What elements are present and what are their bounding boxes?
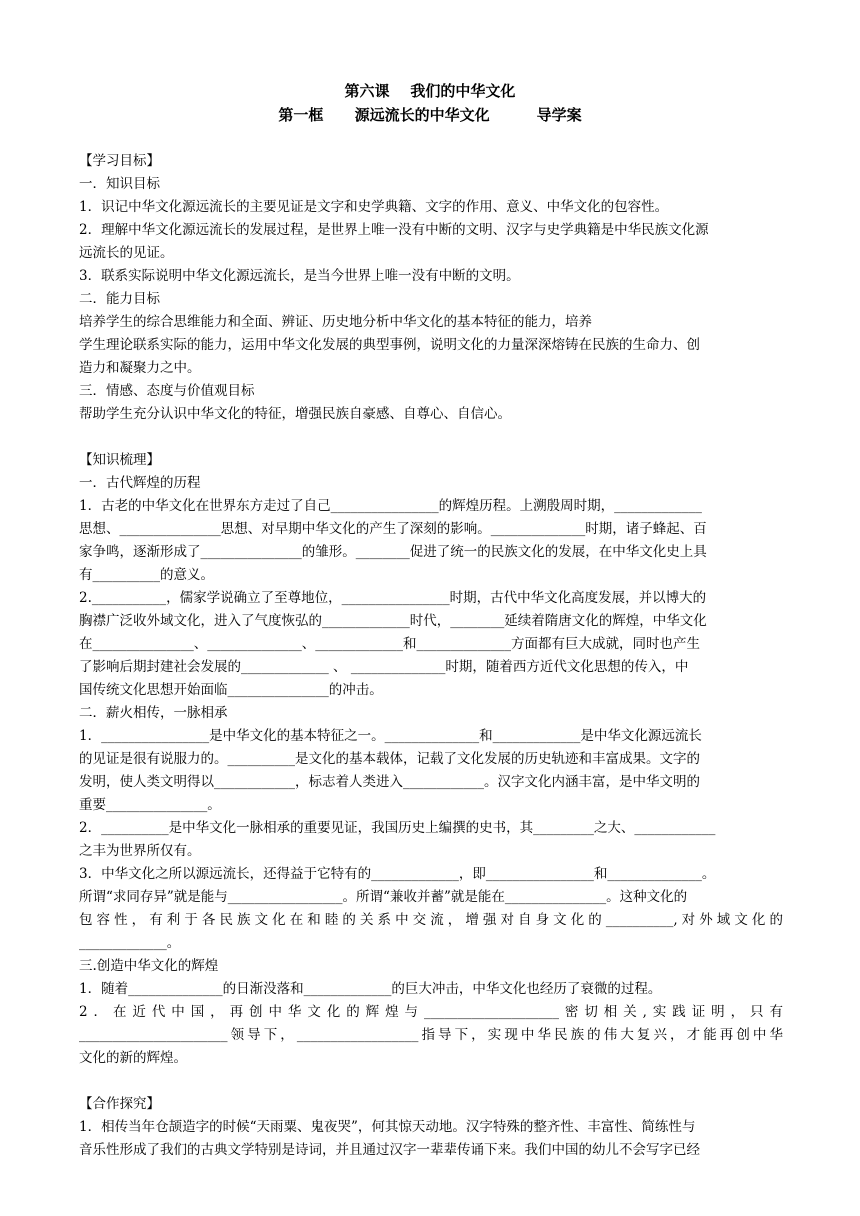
text-line: 一．古代辉煌的历程 bbox=[79, 475, 201, 491]
text-line: 二．薪火相传，一脉相承 bbox=[79, 705, 228, 721]
text-line: 一．知识目标 bbox=[79, 176, 160, 192]
text-line: 2．在近代中国，再创中华文化的辉煌与____________________密切相关,实践证明，只有 bbox=[79, 1004, 783, 1020]
text-line: 发明，使人类文明得以____________，标志着人类进入____________。汉字文化内涵丰富，是中华文明的 bbox=[79, 774, 700, 790]
text-line: 三．情感、态度与价值观目标 bbox=[79, 383, 255, 399]
text-line: 【合作探究】 bbox=[79, 1096, 160, 1112]
text-line: 2．理解中华文化源远流长的发展过程，是世界上唯一没有中断的文明、汉字与史学典籍是中华民族文化源 bbox=[79, 222, 709, 238]
text-line: 文化的新的辉煌。 bbox=[79, 1050, 187, 1066]
text-line: 思想、_______________思想、对早期中华文化的产生了深刻的影响。______________时期，诸子蜂起、百 bbox=[79, 521, 707, 537]
text-line: 所谓“求同存异”就是能与_________________。所谓“兼收并蓄”就是能在_______________。这种文化的 bbox=[79, 889, 688, 905]
document-body bbox=[79, 150, 783, 1162]
text-line: 了影响后期封建社会发展的_____________ 、 ______________时期，随着西方近代文化思想的传入，中 bbox=[79, 659, 689, 675]
text-line: ______________________领导下，__________________指导下，实现中华民族的伟大复兴，才能再创中华 bbox=[79, 1027, 783, 1043]
text-line: 家争鸣，逐渐形成了_______________的雏形。________促进了统一的民族文化的发展，在中华文化史上具 bbox=[79, 544, 707, 560]
text-line: 培养学生的综合思维能力和全面、辨证、历史地分析中华文化的基本特征的能力，培养 bbox=[79, 314, 592, 330]
text-line: 三.创造中华文化的辉煌 bbox=[79, 958, 219, 974]
frame-title: 第一框 源远流长的中华文化 导学案 bbox=[278, 106, 582, 124]
text-line: 1．古老的中华文化在世界东方走过了自己________________的辉煌历程。上溯殷周时期，_____________ bbox=[79, 498, 702, 514]
text-line: 国传统文化思想开始面临_______________的冲击。 bbox=[79, 682, 383, 698]
blank-line bbox=[79, 1070, 783, 1093]
text-line: 3．联系实际说明中华文化源远流长，是当今世界上唯一没有中断的文明。 bbox=[79, 268, 520, 284]
text-line: 1．________________是中华文化的基本特征之一。______________和_____________是中华文化源远流长 bbox=[79, 728, 702, 744]
text-line: 包容性，有利于各民族文化在和睦的关系中交流，增强对自身文化的__________,对外域文化的 bbox=[79, 912, 783, 928]
text-line: 1．随着______________的日渐没落和_____________的巨大冲击，中华文化也经历了衰微的过程。 bbox=[79, 981, 662, 997]
text-line: 1．相传当年仓颉造字的时候“天雨粟、鬼夜哭”，何其惊天动地。汉字特殊的整齐性、丰富性、简练性与 bbox=[79, 1119, 696, 1135]
lesson-title: 第六课 我们的中华文化 bbox=[344, 82, 516, 100]
text-line: 胸襟广泛收外域文化，进入了气度恢弘的_____________时代，________延续着隋唐文化的辉煌，中华文化 bbox=[79, 613, 707, 629]
text-line: 的见证是很有说服力的。__________是文化的基本载体，记载了文化发展的历史轨迹和丰富成果。文字的 bbox=[79, 751, 700, 767]
text-line: 有__________的意义。 bbox=[79, 567, 214, 583]
text-line: 之丰为世界所仅有。 bbox=[79, 843, 201, 859]
text-line: 造力和凝聚力之中。 bbox=[79, 360, 201, 376]
text-line: 学生理论联系实际的能力，运用中华文化发展的典型事例，说明文化的力量深深熔铸在民族的生命力、创 bbox=[79, 337, 700, 353]
blank-line bbox=[79, 426, 783, 449]
text-line: 【知识梳理】 bbox=[79, 452, 160, 468]
text-line: 音乐性形成了我们的古典文学特别是诗词，并且通过汉字一辈辈传诵下来。我们中国的幼儿不会写字已经 bbox=[79, 1142, 700, 1158]
text-line: 二．能力目标 bbox=[79, 291, 160, 307]
text-line: 帮助学生充分认识中华文化的特征，增强民族自豪感、自尊心、自信心。 bbox=[79, 406, 511, 422]
text-line: _____________。 bbox=[79, 935, 181, 951]
text-line: 2．__________是中华文化一脉相承的重要见证，我国历史上编撰的史书，其_________之大、____________ bbox=[79, 820, 716, 836]
text-line: 远流长的见证。 bbox=[79, 245, 174, 261]
text-line: 2.___________，儒家学说确立了至尊地位，________________时期，古代中华文化高度发展，并以博大的 bbox=[79, 590, 707, 606]
text-line: 3．中华文化之所以源远流长，还得益于它特有的_____________，即________________和______________。 bbox=[79, 866, 716, 882]
text-line: 1．识记中华文化源远流长的主要见证是文字和史学典籍、文字的作用、意义、中华文化的包容性。 bbox=[79, 199, 669, 215]
text-line: 【学习目标】 bbox=[79, 153, 160, 169]
text-line: 在_______________、______________、_____________和______________方面都有巨大成就，同时也产生 bbox=[79, 636, 700, 652]
text-line: 重要_______________。 bbox=[79, 797, 221, 813]
